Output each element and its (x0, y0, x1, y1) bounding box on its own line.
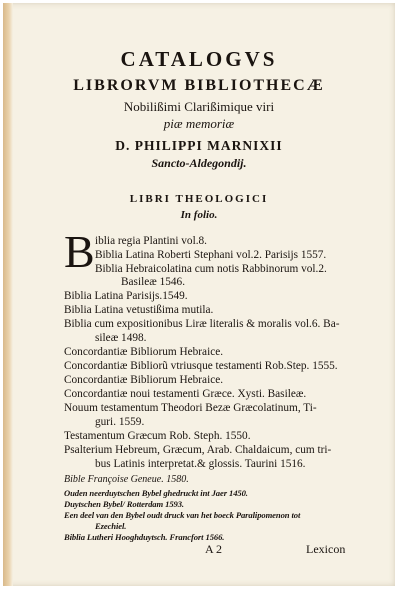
drop-cap: B (64, 226, 95, 277)
list-item: Een deel van den Bybel oudt druck van het boeck Paralipomenon tot (64, 510, 301, 520)
list-item: Ouden neerduytschen Bybel ghedruckt int Jaer 1450. (64, 488, 248, 498)
list-item: bus Latinis interpretat.& glossis. Taurini 1516. (95, 458, 306, 470)
list-item: Biblia Hebraicolatina cum notis Rabbinorum vol.2. (95, 263, 327, 275)
format-heading: In folio. (180, 209, 218, 221)
owner-place: Sancto-Aldegondij. (151, 156, 247, 170)
dedication-line-1: Nobilißimi Clarißimique viri (123, 99, 275, 114)
list-item: Biblia Latina Roberti Stephani vol.2. Parisijs 1557. (95, 249, 327, 261)
list-item: Basileæ 1546. (121, 276, 186, 288)
list-item: Concordantiæ noui testamenti Græce. Xysti. Basileæ. (64, 388, 307, 400)
catalog-subtitle: LIBRORVM BIBLIOTHECÆ (73, 77, 325, 94)
list-item: Biblia Lutheri Hooghduytsch. Francfort 1566. (64, 532, 225, 542)
list-item: Concordantiæ Bibliorum Hebraice. (64, 346, 224, 358)
list-item: Duytschen Bybel/ Rotterdam 1593. (64, 499, 184, 509)
catalog-title: CATALOGVS (120, 47, 278, 71)
list-item: Concordantiæ Bibliorum Hebraice. (64, 374, 224, 386)
list-item: Bible Françoise Geneue. 1580. (64, 474, 189, 485)
section-heading: LIBRI THEOLOGICI (129, 193, 269, 205)
list-item: Biblia Latina Parisijs.1549. (64, 290, 188, 302)
list-item: Ezechiel. (95, 521, 127, 531)
list-item: guri. 1559. (95, 416, 145, 428)
list-item: Testamentum Græcum Rob. Steph. 1550. (64, 430, 251, 442)
list-item: Biblia cum expositionibus Liræ literalis & moralis vol.6. Ba- (64, 318, 340, 330)
catchword: Lexicon (306, 542, 346, 556)
owner-name: D. PHILIPPI MARNIXII (115, 138, 283, 153)
list-item: Nouum testamentum Theodori Bezæ Græcolatinum, Ti- (64, 402, 317, 414)
list-item: Concordantiæ Bibliorũ vtriusque testamenti Rob.Step. 1555. (64, 360, 338, 372)
signature-mark: A 2 (205, 542, 223, 556)
list-item: Psalterium Hebreum, Græcum, Arab. Chaldaicum, cum tri- (64, 444, 332, 456)
book-page (3, 3, 395, 586)
dedication-line-2: piæ memoriæ (163, 116, 235, 131)
list-item: Biblia Latina vetustißima mutila. (64, 304, 214, 316)
list-item: sileæ 1498. (95, 332, 147, 344)
list-item: iblia regia Plantini vol.8. (95, 235, 208, 247)
page-content (3, 3, 395, 586)
